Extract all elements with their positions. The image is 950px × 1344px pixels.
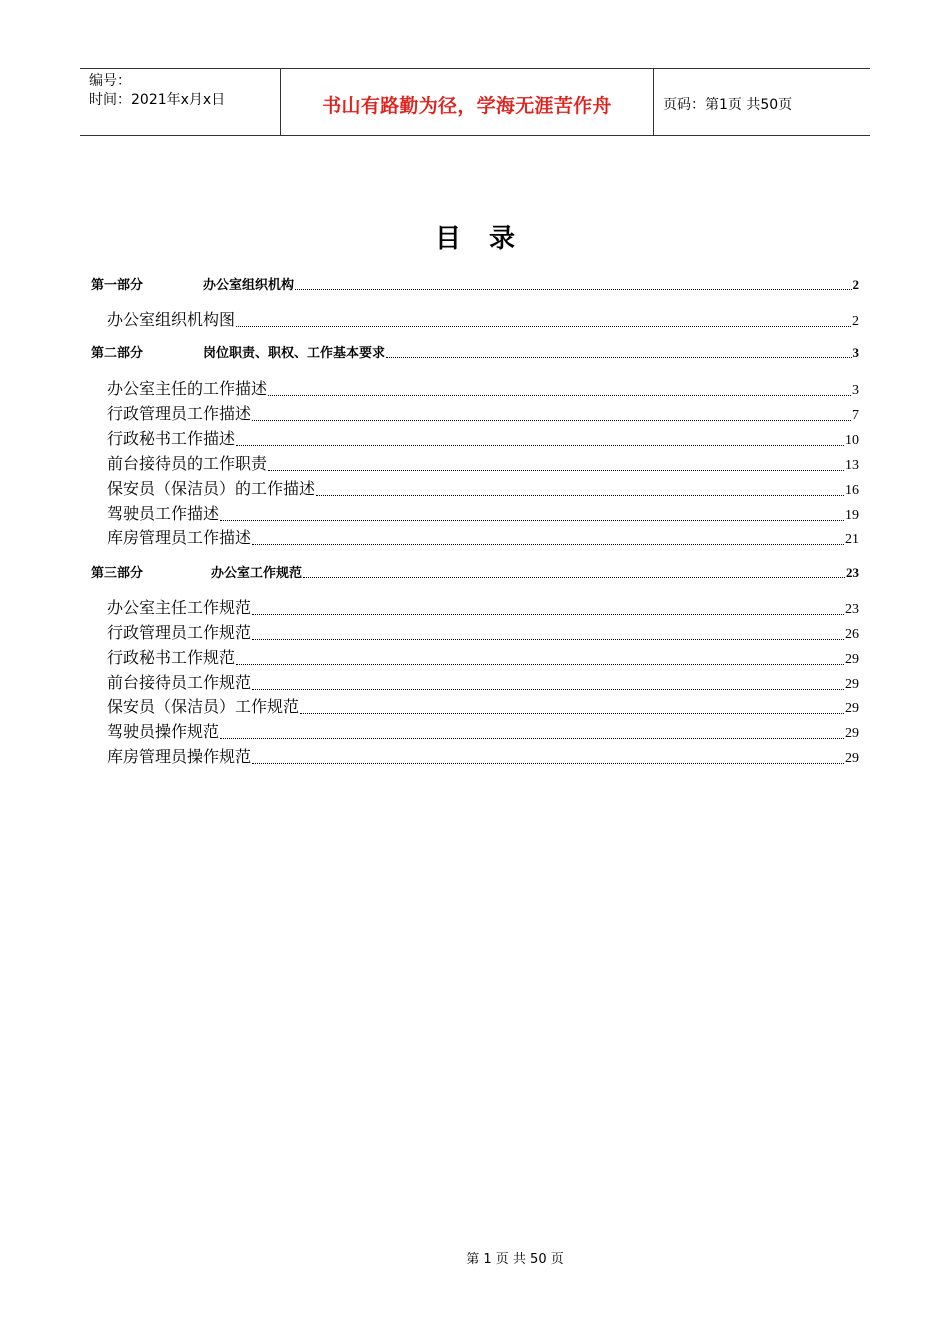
toc-entry-page: 26	[845, 627, 859, 642]
dot-leader	[220, 737, 844, 739]
toc-entry[interactable]	[107, 475, 859, 499]
dot-leader	[252, 419, 851, 421]
toc-entry-page: 29	[845, 726, 859, 741]
toc-entry-page: 2	[852, 314, 859, 329]
toc-entry-label: 驾驶员操作规范	[107, 722, 220, 741]
dot-leader	[236, 444, 844, 446]
toc-entry-label: 办公室主任的工作描述	[107, 379, 268, 398]
section-part-label: 第一部分	[91, 278, 144, 293]
toc-entry-label: 保安员（保洁员）工作规范	[107, 697, 300, 716]
section-part-label: 第三部分	[91, 566, 144, 581]
dot-leader	[220, 519, 844, 521]
toc-entry-page: 29	[845, 677, 859, 692]
time-label: 时间：2021年x月x日	[89, 92, 226, 108]
number-label: 编号：	[89, 73, 131, 89]
toc-entry[interactable]	[107, 594, 859, 618]
toc-entry[interactable]	[107, 450, 859, 474]
dot-leader	[252, 638, 844, 640]
toc-entry-label: 办公室主任工作规范	[107, 598, 252, 617]
toc-entry[interactable]	[107, 375, 859, 399]
toc-entry-page: 7	[852, 408, 859, 423]
section-title: 岗位职责、职权、工作基本要求	[203, 346, 386, 361]
toc-entry-page: 29	[845, 701, 859, 716]
toc-entry-page: 19	[845, 508, 859, 523]
dot-leader	[268, 394, 851, 396]
toc-section-2[interactable]	[91, 341, 859, 361]
toc-entry-label: 前台接待员工作规范	[107, 673, 252, 692]
section-page-number: 2	[852, 277, 859, 292]
toc-entry-page: 21	[845, 532, 859, 547]
toc-entry[interactable]	[107, 306, 859, 330]
dot-leader	[252, 613, 844, 615]
toc-entry-label: 保安员（保洁员）的工作描述	[107, 479, 316, 498]
toc-entry-label: 驾驶员工作描述	[107, 504, 220, 523]
dot-leader	[252, 688, 844, 690]
toc-entry[interactable]	[107, 743, 859, 767]
dot-leader	[386, 356, 851, 358]
dot-leader	[236, 325, 851, 327]
dot-leader	[300, 712, 844, 714]
dot-leader	[252, 543, 844, 545]
toc-entry-label: 库房管理员操作规范	[107, 747, 252, 766]
toc-entry-page: 10	[845, 433, 859, 448]
toc-entry-label: 行政秘书工作描述	[107, 429, 236, 448]
toc-entry-label: 前台接待员的工作职责	[107, 454, 268, 473]
toc-entry-label: 库房管理员工作描述	[107, 528, 252, 547]
toc-entry[interactable]	[107, 400, 859, 424]
document-header	[80, 68, 870, 136]
toc-section-1[interactable]	[91, 273, 859, 293]
dot-leader	[295, 288, 851, 290]
toc-entry-page: 29	[845, 751, 859, 766]
toc-entry-label: 办公室组织机构图	[107, 310, 236, 329]
toc-entry[interactable]	[107, 669, 859, 693]
toc-entry[interactable]	[107, 524, 859, 548]
section-page-number: 23	[846, 565, 859, 580]
toc-entry-page: 13	[845, 458, 859, 473]
toc-entry[interactable]	[107, 718, 859, 742]
section-part-label: 第二部分	[91, 346, 144, 361]
toc-title: 目录	[434, 224, 543, 254]
section-page-number: 3	[852, 345, 859, 360]
dot-leader	[303, 576, 845, 578]
toc-section-3[interactable]	[91, 561, 859, 581]
toc-entry[interactable]	[107, 425, 859, 449]
toc-entry[interactable]	[107, 500, 859, 524]
toc-entry-page: 16	[845, 483, 859, 498]
toc-entry[interactable]	[107, 619, 859, 643]
header-meta	[80, 69, 281, 135]
page-footer: 第 1 页 共 50 页	[466, 1252, 564, 1267]
toc-entry[interactable]	[107, 693, 859, 717]
toc-entry-label: 行政秘书工作规范	[107, 648, 236, 667]
dot-leader	[236, 663, 844, 665]
toc-entry-label: 行政管理员工作描述	[107, 404, 252, 423]
toc-entry-page: 29	[845, 652, 859, 667]
toc-entry-page: 3	[852, 383, 859, 398]
toc-entry-page: 23	[845, 602, 859, 617]
toc-entry-label: 行政管理员工作规范	[107, 623, 252, 642]
dot-leader	[316, 494, 844, 496]
section-title: 办公室工作规范	[211, 566, 303, 581]
toc-entry[interactable]	[107, 644, 859, 668]
section-title: 办公室组织机构	[203, 278, 295, 293]
dot-leader	[268, 469, 844, 471]
header-page-info: 页码：第1页 共50页	[663, 97, 793, 113]
header-motto: 书山有路勤为径，学海无涯苦作舟	[281, 69, 654, 135]
dot-leader	[252, 762, 844, 764]
